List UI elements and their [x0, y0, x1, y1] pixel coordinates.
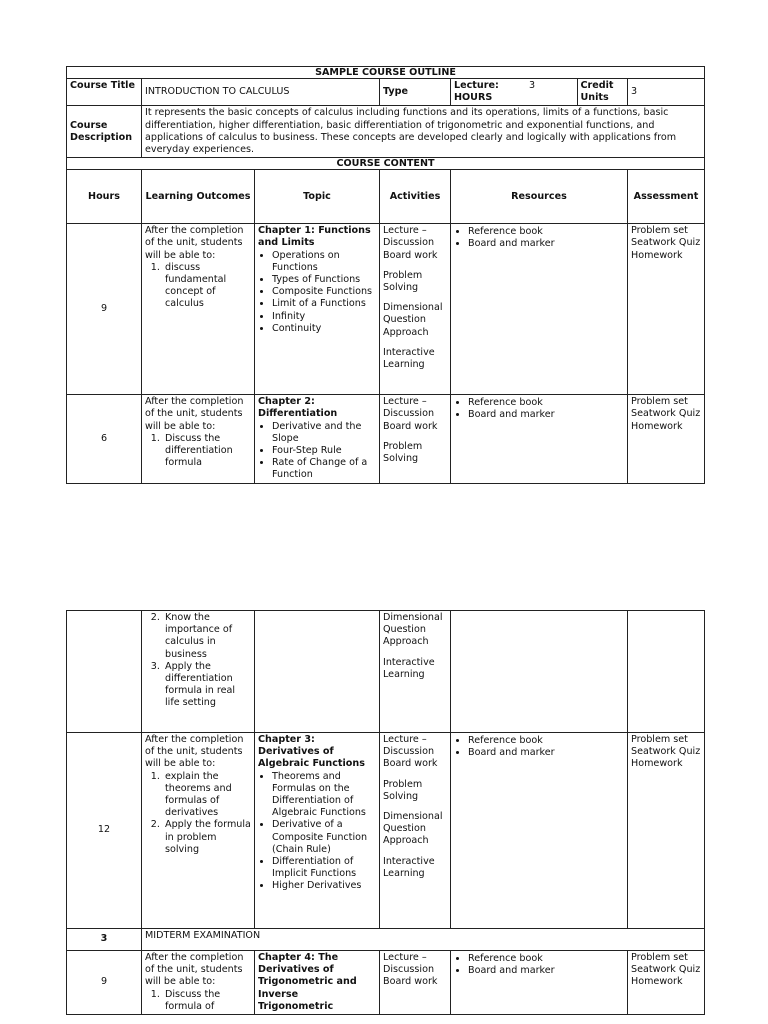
hours-cell: 9 — [67, 951, 142, 1015]
course-description-label: Course Description — [67, 106, 142, 158]
midterm-label: MIDTERM EXAMINATION — [142, 929, 705, 951]
lecture-label: Lecture: — [454, 80, 499, 91]
resource-item: • Board and marker — [468, 747, 624, 759]
topic-item: • Four-Step Rule — [272, 445, 376, 457]
hours-cell: 3 — [67, 929, 142, 951]
outcome-item: 1. Discuss the formula of — [163, 989, 251, 1013]
activities-cell: Lecture – Discussion Board work — [380, 951, 451, 1015]
topic-item: • Infinity — [272, 311, 376, 323]
resource-item: • Board and marker — [468, 238, 624, 250]
outcomes-cell: After the completion of the unit, students will be able to: 1. Discuss the formula of — [142, 951, 255, 1015]
lecture-value: 3 — [528, 80, 536, 91]
course-title-value: INTRODUCTION TO CALCULUS — [142, 79, 380, 106]
chapter-title: Chapter 3: Derivatives of Algebraic Functions — [258, 734, 365, 770]
topic-cell — [255, 395, 380, 483]
resource-item: • Board and marker — [468, 965, 624, 977]
outcome-item: 1. discuss fundamental concept of calculus — [163, 262, 251, 311]
resources-cell — [451, 951, 628, 1015]
hours-cell — [67, 611, 142, 733]
resource-item: • Reference book — [468, 735, 624, 747]
topic-item: • Higher Derivatives — [272, 880, 376, 892]
resources-cell — [451, 733, 628, 929]
outcomes-cell: After the completion of the unit, students will be able to: 1. explain the theorems and formulas of derivatives 2. Apply the formula in problem solving — [142, 733, 255, 929]
course-content-heading: COURSE CONTENT — [67, 158, 705, 170]
hours-label: HOURS — [454, 92, 493, 104]
outcome-item: 2. Know the importance of calculus in business — [163, 612, 251, 661]
assessment-cell: Problem set Seatwork Quiz Homework — [628, 224, 705, 395]
activities-cell: Lecture – Discussion Board work Problem Solving Dimensional Question Approach Interactive Learning — [380, 224, 451, 395]
outcomes-cell: After the completion of the unit, students will be able to: 1. Discuss the differentiation formula — [142, 395, 255, 483]
resource-item: • Reference book — [468, 953, 624, 965]
outline-title: SAMPLE COURSE OUTLINE — [67, 67, 705, 79]
table-row — [67, 224, 705, 395]
assessment-cell: Problem set Seatwork Quiz Homework — [628, 733, 705, 929]
topic-item: • Limit of a Functions — [272, 298, 376, 310]
lecture-cell — [451, 79, 628, 106]
outcome-item: 2. Apply the formula in problem solving — [163, 819, 251, 856]
col-activities-header: Activities — [380, 170, 451, 224]
type-label: Type — [380, 79, 451, 106]
topic-cell — [255, 951, 380, 1015]
col-resources-header: Resources — [451, 170, 628, 224]
topic-cell — [255, 611, 380, 733]
hours-cell: 9 — [67, 224, 142, 395]
course-title-label: Course Title — [67, 79, 142, 106]
outcome-item: 3. Apply the differentiation formula in real life setting — [163, 661, 251, 710]
topic-item: • Derivative and the Slope — [272, 421, 376, 445]
credit-units-value: 3 — [628, 79, 705, 106]
topic-item: • Differentiation of Implicit Functions — [272, 856, 376, 880]
resources-cell — [451, 395, 628, 483]
col-assessment-header: Assessment — [628, 170, 705, 224]
topic-cell — [255, 733, 380, 929]
hours-cell: 12 — [67, 733, 142, 929]
assessment-cell: Problem set Seatwork Quiz Homework — [628, 395, 705, 483]
table-row — [67, 733, 705, 929]
topic-item: • Continuity — [272, 323, 376, 335]
resource-item: • Board and marker — [468, 409, 624, 421]
table-row — [67, 611, 705, 733]
activities-cell: Lecture – Discussion Board work Problem Solving — [380, 395, 451, 483]
topic-item: • Operations on Functions — [272, 250, 376, 274]
col-hours-header: Hours — [67, 170, 142, 224]
resources-cell — [451, 224, 628, 395]
assessment-cell — [628, 611, 705, 733]
resources-cell — [451, 611, 628, 733]
resource-item: • Reference book — [468, 397, 624, 409]
course-outline-table-part2 — [66, 610, 704, 1015]
outcome-item: 1. explain the theorems and formulas of derivatives — [163, 771, 251, 820]
topic-item: • Types of Functions — [272, 274, 376, 286]
topic-item: • Rate of Change of a Function — [272, 457, 376, 481]
credit-units-label: Credit Units — [577, 79, 628, 105]
table-row — [67, 951, 705, 1015]
col-outcomes-header: Learning Outcomes — [142, 170, 255, 224]
table-row — [67, 929, 705, 951]
chapter-title: Chapter 1: Functions and Limits — [258, 225, 371, 249]
chapter-title: Chapter 4: The Derivatives of Trigonometric and Inverse Trigonometric — [258, 952, 357, 1012]
topic-item: • Theorems and Formulas on the Differentiation of Algebraic Functions — [272, 771, 376, 820]
table-row — [67, 395, 705, 483]
assessment-cell: Problem set Seatwork Quiz Homework — [628, 951, 705, 1015]
hours-cell: 6 — [67, 395, 142, 483]
course-description-value: It represents the basic concepts of calculus including functions and its operations, limits of a functions, basic differentiation, higher differentiation, basic differentiation of trigonometric and exponential functions, and applications of calculus to business. These concepts are developed clearly and logically with applications from everyday experiences. — [142, 106, 705, 158]
course-outline-table-part1 — [66, 66, 704, 484]
col-topic-header: Topic — [255, 170, 380, 224]
topic-cell — [255, 224, 380, 395]
activities-cell: Lecture – Discussion Board work Problem Solving Dimensional Question Approach Interactive Learning — [380, 733, 451, 929]
activities-cell: Dimensional Question Approach Interactive Learning — [380, 611, 451, 733]
chapter-title: Chapter 2: Differentiation — [258, 396, 338, 420]
outcome-item: 1. Discuss the differentiation formula — [163, 433, 251, 470]
resource-item: • Reference book — [468, 226, 624, 238]
topic-item: • Derivative of a Composite Function (Chain Rule) — [272, 819, 376, 856]
topic-item: • Composite Functions — [272, 286, 376, 298]
outcomes-cell — [142, 611, 255, 733]
outcomes-cell: After the completion of the unit, students will be able to: 1. discuss fundamental concept of calculus — [142, 224, 255, 395]
